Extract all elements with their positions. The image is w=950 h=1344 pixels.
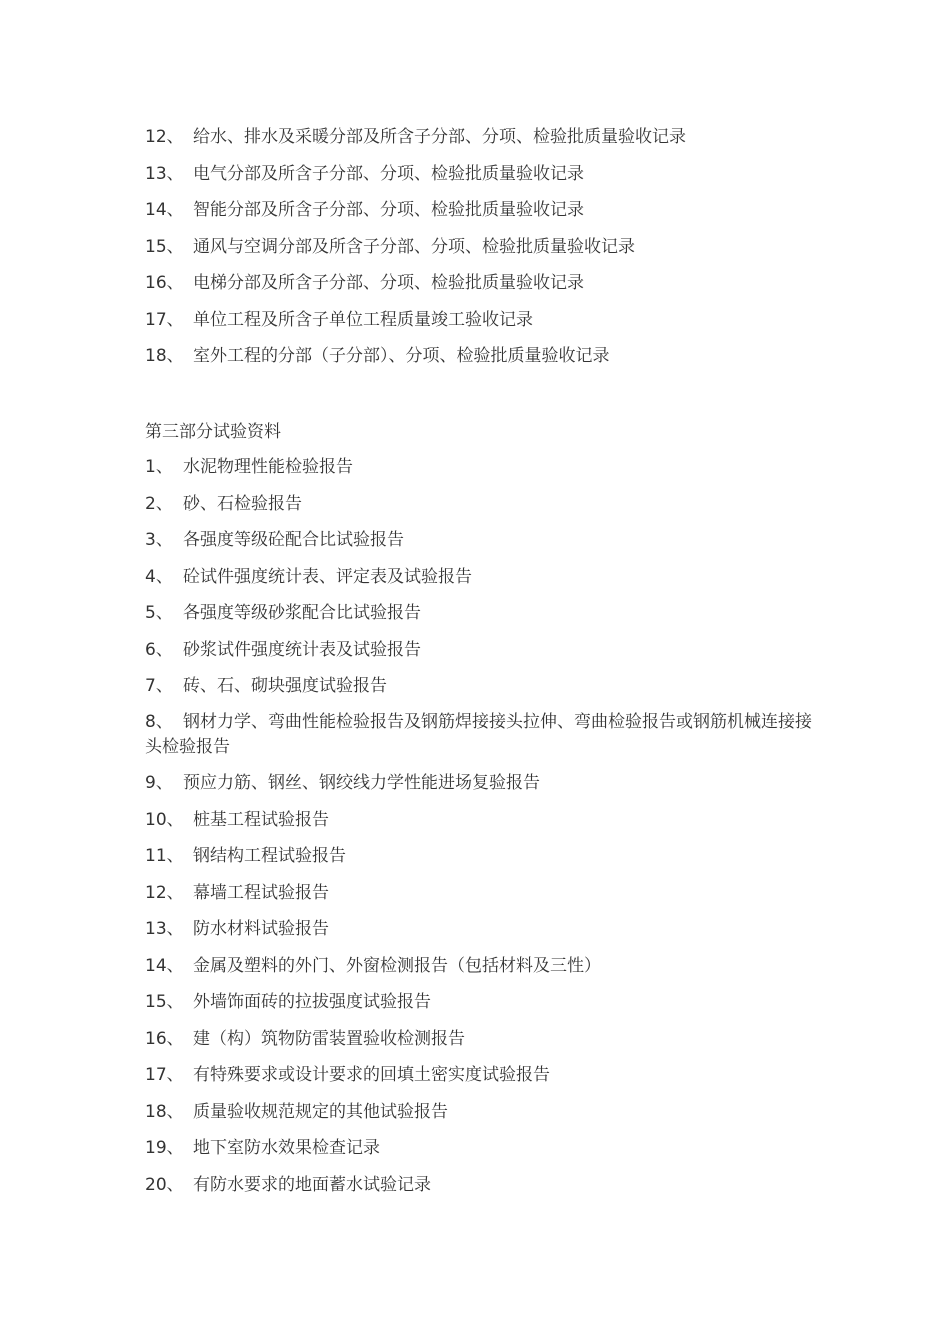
list-item [145,234,825,260]
item-text: 地下室防水效果检查记录 [193,1138,380,1158]
item-text: 电气分部及所含子分部、分项、检验批质量验收记录 [193,163,584,184]
item-number: 13、 [145,919,184,939]
item-number: 14、 [145,955,184,976]
item-number: 17、 [145,309,184,330]
section-3-heading: 第三部分试验资料 [145,422,281,442]
item-text: 外墙饰面砖的拉拔强度试验报告 [193,992,431,1012]
item-number: 18、 [145,346,184,366]
item-text: 室外工程的分部（子分部）、分项、检验批质量验收记录 [193,346,610,366]
item-number: 16、 [145,273,184,293]
list-item [145,161,825,187]
list-item [145,491,825,517]
item-text: 智能分部及所含子分部、分项、检验批质量验收记录 [193,200,584,220]
item-text: 通风与空调分部及所含子分部、分项、检验批质量验收记录 [193,236,635,257]
item-number: 5、 [145,603,173,623]
item-text: 有防水要求的地面蓄水试验记录 [193,1174,431,1195]
item-text: 各强度等级砂浆配合比试验报告 [183,603,421,623]
item-text: 有特殊要求或设计要求的回填土密实度试验报告 [193,1065,550,1085]
item-text: 砖、石、砌块强度试验报告 [183,676,387,696]
list-item [145,564,825,590]
section-2-list [145,124,825,380]
item-number: 8、 [145,711,173,732]
item-text: 电梯分部及所含子分部、分项、检验批质量验收记录 [193,273,584,293]
item-number: 11、 [145,846,184,866]
list-item [145,843,825,869]
item-text: 金属及塑料的外门、外窗检测报告（包括材料及三性） [193,955,601,976]
list-item [145,270,825,296]
item-number: 13、 [145,163,184,184]
item-number: 18、 [145,1101,184,1122]
section-3-list [145,454,825,1208]
list-item [145,600,825,626]
list-item [145,1172,825,1198]
list-item [145,989,825,1015]
item-text: 钢结构工程试验报告 [193,846,346,866]
list-item [145,710,825,760]
item-text: 单位工程及所含子单位工程质量竣工验收记录 [193,309,533,330]
item-text: 建（构）筑物防雷装置验收检测报告 [193,1028,465,1049]
item-text: 钢材力学、弯曲性能检验报告及钢筋焊接接头拉伸、弯曲检验报告或钢筋机械连接接头检验报告 [145,711,812,757]
item-number: 7、 [145,676,173,696]
item-number: 9、 [145,773,173,793]
item-number: 3、 [145,530,173,550]
item-text: 桩基工程试验报告 [193,809,329,830]
list-item [145,124,825,150]
item-number: 17、 [145,1065,184,1085]
list-item [145,307,825,333]
item-number: 16、 [145,1028,184,1049]
item-number: 2、 [145,493,173,514]
item-text: 预应力筋、钢丝、钢绞线力学性能进场复验报告 [183,773,540,793]
item-number: 20、 [145,1174,184,1195]
list-item [145,454,825,480]
item-text: 砼试件强度统计表、评定表及试验报告 [183,566,472,587]
item-text: 砂浆试件强度统计表及试验报告 [183,639,421,660]
item-number: 19、 [145,1138,184,1158]
item-text: 水泥物理性能检验报告 [183,457,353,477]
item-number: 4、 [145,566,173,587]
list-item [145,1135,825,1161]
item-number: 15、 [145,992,184,1012]
item-number: 1、 [145,457,173,477]
item-text: 给水、排水及采暖分部及所含子分部、分项、检验批质量验收记录 [193,127,686,147]
item-text: 砂、石检验报告 [183,493,302,514]
list-item [145,527,825,553]
item-number: 14、 [145,200,184,220]
item-text: 各强度等级砼配合比试验报告 [183,530,404,550]
item-text: 防水材料试验报告 [193,919,329,939]
list-item [145,807,825,833]
list-item [145,1099,825,1125]
item-text: 幕墙工程试验报告 [193,882,329,903]
list-item [145,637,825,663]
list-item [145,953,825,979]
item-number: 6、 [145,639,173,660]
list-item [145,916,825,942]
item-number: 10、 [145,809,184,830]
list-item [145,673,825,699]
item-number: 12、 [145,882,184,903]
list-item [145,343,825,369]
item-number: 12、 [145,127,184,147]
list-item [145,197,825,223]
list-item [145,1062,825,1088]
list-item [145,1026,825,1052]
list-item [145,770,825,796]
item-number: 15、 [145,236,184,257]
list-item [145,880,825,906]
item-text: 质量验收规范规定的其他试验报告 [193,1101,448,1122]
